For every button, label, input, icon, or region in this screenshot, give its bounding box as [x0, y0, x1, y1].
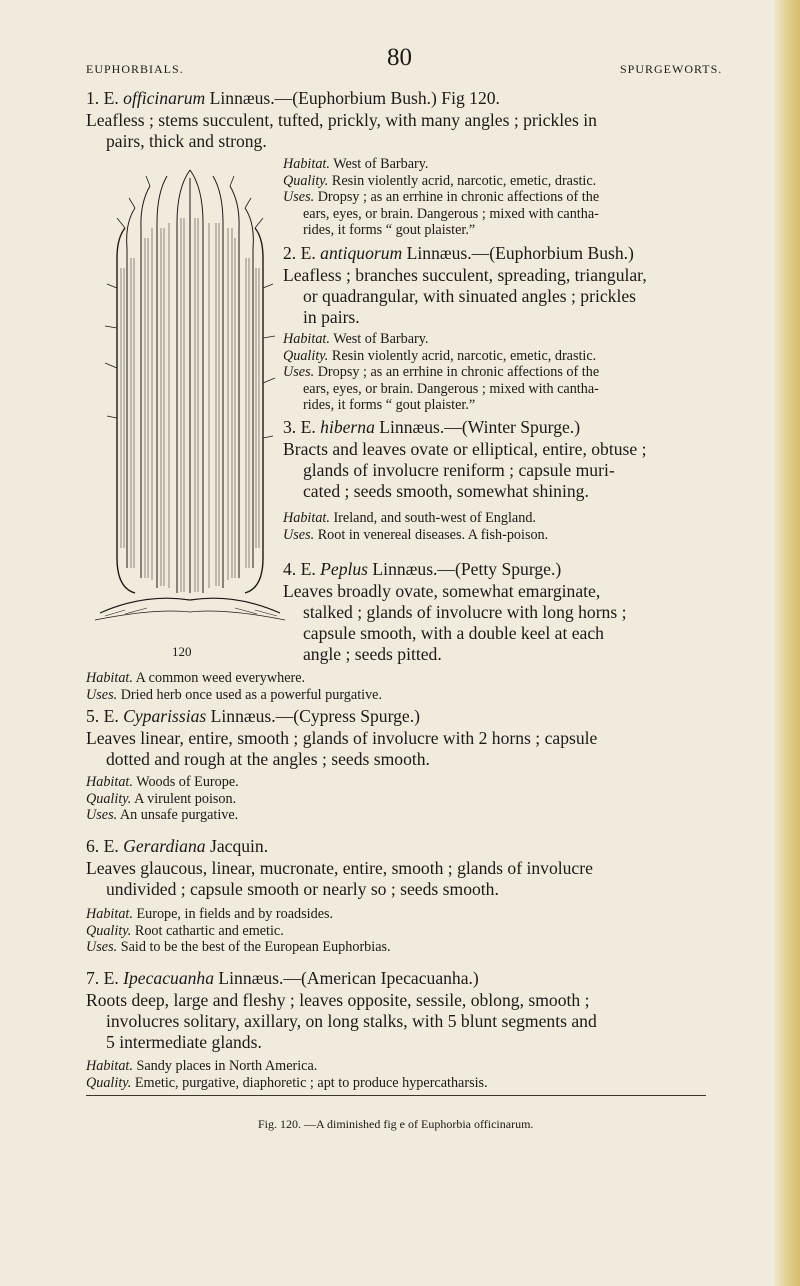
species-name: Ipecacuanha	[123, 968, 215, 988]
entry-2-heading: 2. E. antiquorum Linnæus.—(Euphorbium Bush.)	[283, 243, 634, 263]
species-name: Gerardiana	[123, 836, 206, 856]
entry-5-desc: Leaves linear, entire, smooth ; glands of involucre with 2 horns ; capsule dotted and rough at the angles ; seeds smooth.	[86, 728, 598, 769]
entry-3-heading: 3. E. hiberna Linnæus.—(Winter Spurge.)	[283, 417, 581, 437]
entry-6-desc: Leaves glaucous, linear, mucronate, entire, smooth ; glands of involucre undivided ; capsule smooth or nearly so ; seeds smooth.	[86, 858, 593, 899]
entry-7-notes: Habitat. Sandy places in North America. Quality. Emetic, purgative, diaphoretic ; apt to produce hypercatharsis.	[86, 1058, 488, 1091]
species-name: Peplus	[320, 559, 369, 579]
entry-4-notes: Habitat. A common weed everywhere. Uses. Dried herb once used as a powerful purgative.	[86, 670, 383, 703]
species-name: antiquorum	[320, 243, 403, 263]
entry-2-desc: Leafless ; branches succulent, spreading, triangular, or quadrangular, with sinuated angles ; prickles in pairs.	[283, 265, 647, 327]
entry-2-notes: Habitat. West of Barbary. Quality. Resin violently acrid, narcotic, emetic, drastic. Uses. Dropsy ; as an errhine in chronic affections of the ears, eyes, or brain. Dangerous ; mixed with cantha- rides, it forms “ gout plaister.”	[283, 331, 600, 413]
figure-caption: Fig. 120. —A diminished fig e of Euphorbia officinarum.	[258, 1117, 534, 1131]
running-head-left: EUPHORBIALS.	[86, 62, 184, 76]
species-name: Cyparissias	[123, 706, 207, 726]
rule	[86, 1095, 706, 1096]
entry-1-desc: pairs, thick and strong.	[106, 131, 267, 151]
entry-7-heading: 7. E. Ipecacuanha Linnæus.—(American Ipecacuanha.)	[86, 968, 479, 988]
euphorbia-figure-illustration	[95, 168, 285, 638]
entry-4-desc: Leaves broadly ovate, somewhat emarginate, stalked ; glands of involucre with long horns ; capsule smooth, with a double keel at each angle ; seeds pitted.	[283, 581, 627, 664]
species-name: officinarum	[123, 88, 206, 108]
entry-3-notes: Habitat. Ireland, and south-west of England. Uses. Root in venereal diseases. A fish-poison.	[283, 510, 549, 543]
page-number: 80	[387, 44, 412, 71]
entry-1-desc: Leafless ; stems succulent, tufted, prickly, with many angles ; prickles in	[86, 110, 597, 130]
entry-7-desc: Roots deep, large and fleshy ; leaves opposite, sessile, oblong, smooth ; involucres solitary, axillary, on long stalks, with 5 blunt segments and 5 intermediate glands.	[86, 990, 597, 1052]
entry-5-notes: Habitat. Woods of Europe. Quality. A virulent poison. Uses. An unsafe purgative.	[86, 774, 239, 823]
entry-1-heading: 1. E. officinarum Linnæus.—(Euphorbium Bush.) Fig 120.	[86, 88, 500, 108]
entry-5-heading: 5. E. Cyparissias Linnæus.—(Cypress Spurge.)	[86, 706, 420, 726]
entry-1-notes: Habitat. West of Barbary. Quality. Resin violently acrid, narcotic, emetic, drastic. Uses. Dropsy ; as an errhine in chronic affections of the ears, eyes, or brain. Dangerous ; mixed with cantha- rides, it forms “ gout plaister.”	[283, 156, 600, 238]
entry-6-heading: 6. E. Gerardiana Jacquin.	[86, 836, 269, 856]
species-name: hiberna	[320, 417, 375, 437]
entry-3-desc: Bracts and leaves ovate or elliptical, entire, obtuse ; glands of involucre reniform ; capsule muri- cated ; seeds smooth, somewhat shining.	[283, 439, 647, 501]
running-head-right: SPURGEWORTS.	[620, 62, 723, 76]
figure-number: 120	[172, 644, 192, 659]
entry-4-heading: 4. E. Peplus Linnæus.—(Petty Spurge.)	[283, 559, 562, 579]
page-edge	[774, 0, 800, 1286]
entry-6-notes: Habitat. Europe, in fields and by roadsides. Quality. Root cathartic and emetic. Uses. Said to be the best of the European Euphorbias.	[86, 906, 391, 955]
